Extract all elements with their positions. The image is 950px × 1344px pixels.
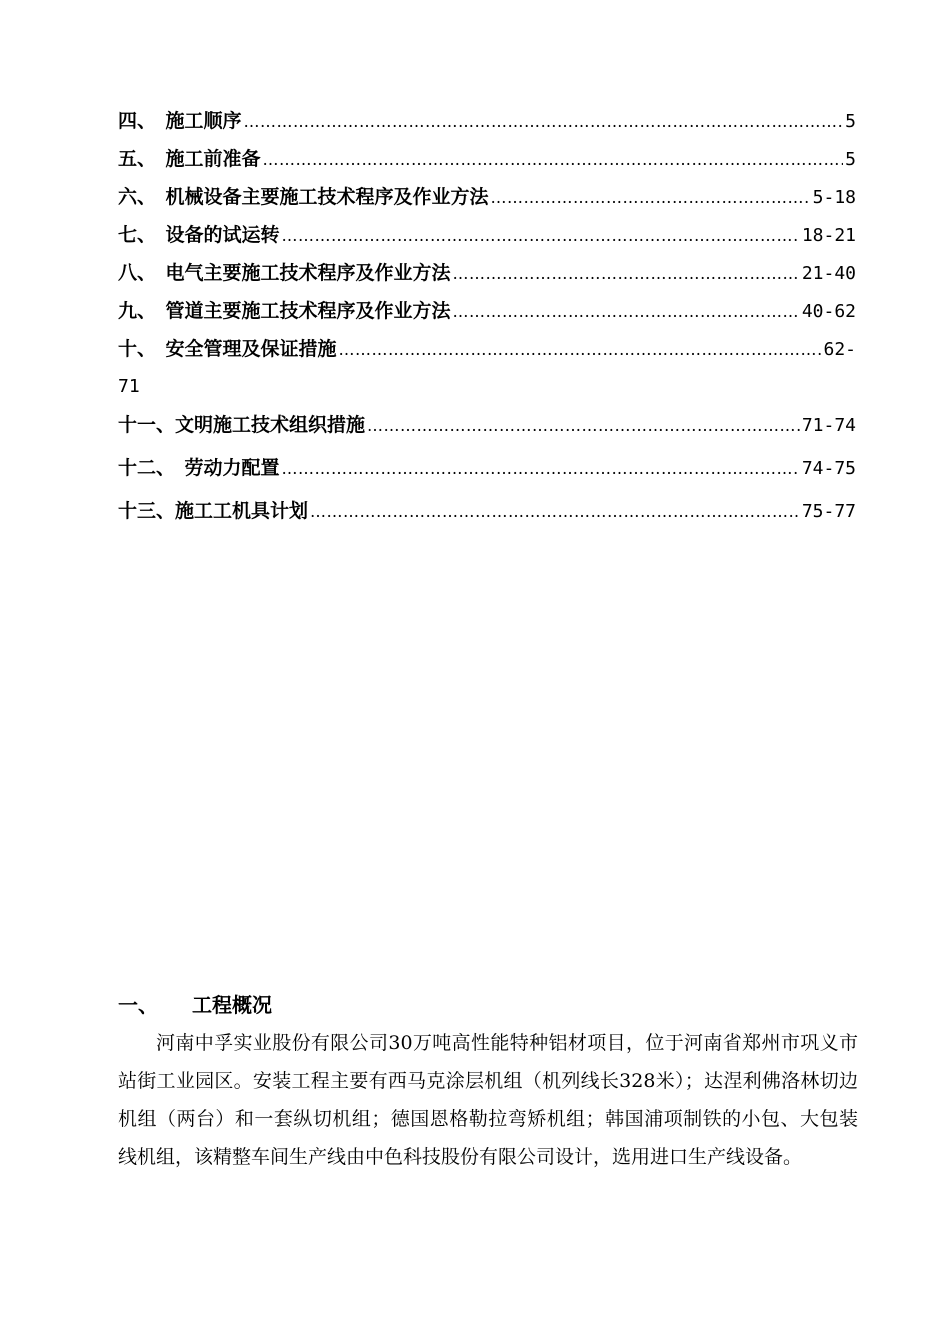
toc-item-title: 施工顺序 — [165, 110, 242, 132]
toc-dot-leader — [282, 217, 800, 255]
toc-item-title: 文明施工技术组织措施 — [175, 414, 366, 436]
section-paragraph: 河南中孚实业股份有限公司30万吨高性能特种铝材项目，位于河南省郑州市巩义市站街工业园区。安装工程主要有西马克涂层机组（机列线长328米）；达涅利佛洛林切边机组（两台）和一套纵切机组；德国恩格勒拉弯矫机组；韩国浦项制铁的小包、大包装线机组，该精整车间生产线由中色科技股份有限公司设计，选用进口生产线设备。 — [118, 1032, 858, 1168]
toc-item-page: 75-77 — [801, 501, 856, 522]
toc-item[interactable] — [118, 444, 856, 492]
toc-item-title: 劳动力配置 — [184, 457, 280, 479]
toc-item-number: 十二、 — [118, 457, 185, 479]
toc-dot-leader — [244, 103, 844, 141]
toc-item-number: 六、 — [118, 186, 166, 208]
toc-item[interactable] — [118, 330, 856, 368]
toc-item-title: 施工工机具计划 — [175, 500, 309, 522]
toc-dot-leader — [453, 255, 800, 293]
toc-dot-leader — [491, 179, 811, 217]
toc-item-page: 21-40 — [801, 263, 856, 284]
section-heading — [118, 990, 858, 1020]
toc-item-page: 71-74 — [801, 415, 856, 436]
toc-item-page: 62- — [823, 339, 856, 360]
toc-item[interactable] — [118, 216, 856, 254]
toc-item[interactable] — [118, 492, 856, 530]
toc-item-page-continued: 71 — [118, 376, 140, 397]
toc-item-number: 七、 — [118, 224, 166, 246]
toc-item[interactable] — [118, 254, 856, 292]
toc-item[interactable] — [118, 140, 856, 178]
toc-item-page: 18-21 — [801, 225, 856, 246]
toc-item-page: 5 — [845, 111, 856, 132]
toc-item-title: 安全管理及保证措施 — [165, 338, 337, 360]
toc-item-number: 五、 — [118, 148, 166, 170]
toc-item-number: 十一、 — [118, 414, 176, 436]
toc-item[interactable] — [118, 178, 856, 216]
section-title: 工程概况 — [192, 993, 272, 1017]
toc-item-number: 九、 — [118, 300, 166, 322]
toc-dot-leader — [310, 493, 800, 531]
toc-dot-leader — [282, 445, 800, 493]
toc-dot-leader — [367, 407, 800, 445]
toc-item-title: 机械设备主要施工技术程序及作业方法 — [165, 186, 489, 208]
toc-dot-leader — [339, 331, 822, 369]
toc-dot-leader — [453, 293, 800, 331]
toc-item[interactable] — [118, 102, 856, 140]
toc-item-page: 40-62 — [801, 301, 856, 322]
toc-item-number: 八、 — [118, 262, 166, 284]
toc-item-page: 5 — [845, 149, 856, 170]
toc-item-page: 74-75 — [801, 458, 856, 479]
toc-item-title: 施工前准备 — [165, 148, 261, 170]
toc-item-title: 设备的试运转 — [165, 224, 280, 246]
toc-item[interactable] — [118, 292, 856, 330]
toc-item-title: 管道主要施工技术程序及作业方法 — [165, 300, 451, 322]
section-project-overview — [118, 990, 858, 1176]
toc-item-number: 十、 — [118, 338, 166, 360]
toc-dot-leader — [263, 141, 844, 179]
toc-item-page: 5-18 — [812, 187, 856, 208]
table-of-contents — [118, 102, 856, 530]
toc-item-number: 四、 — [118, 110, 166, 132]
toc-item-title: 电气主要施工技术程序及作业方法 — [165, 262, 451, 284]
toc-item[interactable] — [118, 406, 856, 444]
toc-item-number: 十三、 — [118, 500, 176, 522]
section-number: 一、 — [118, 993, 158, 1017]
